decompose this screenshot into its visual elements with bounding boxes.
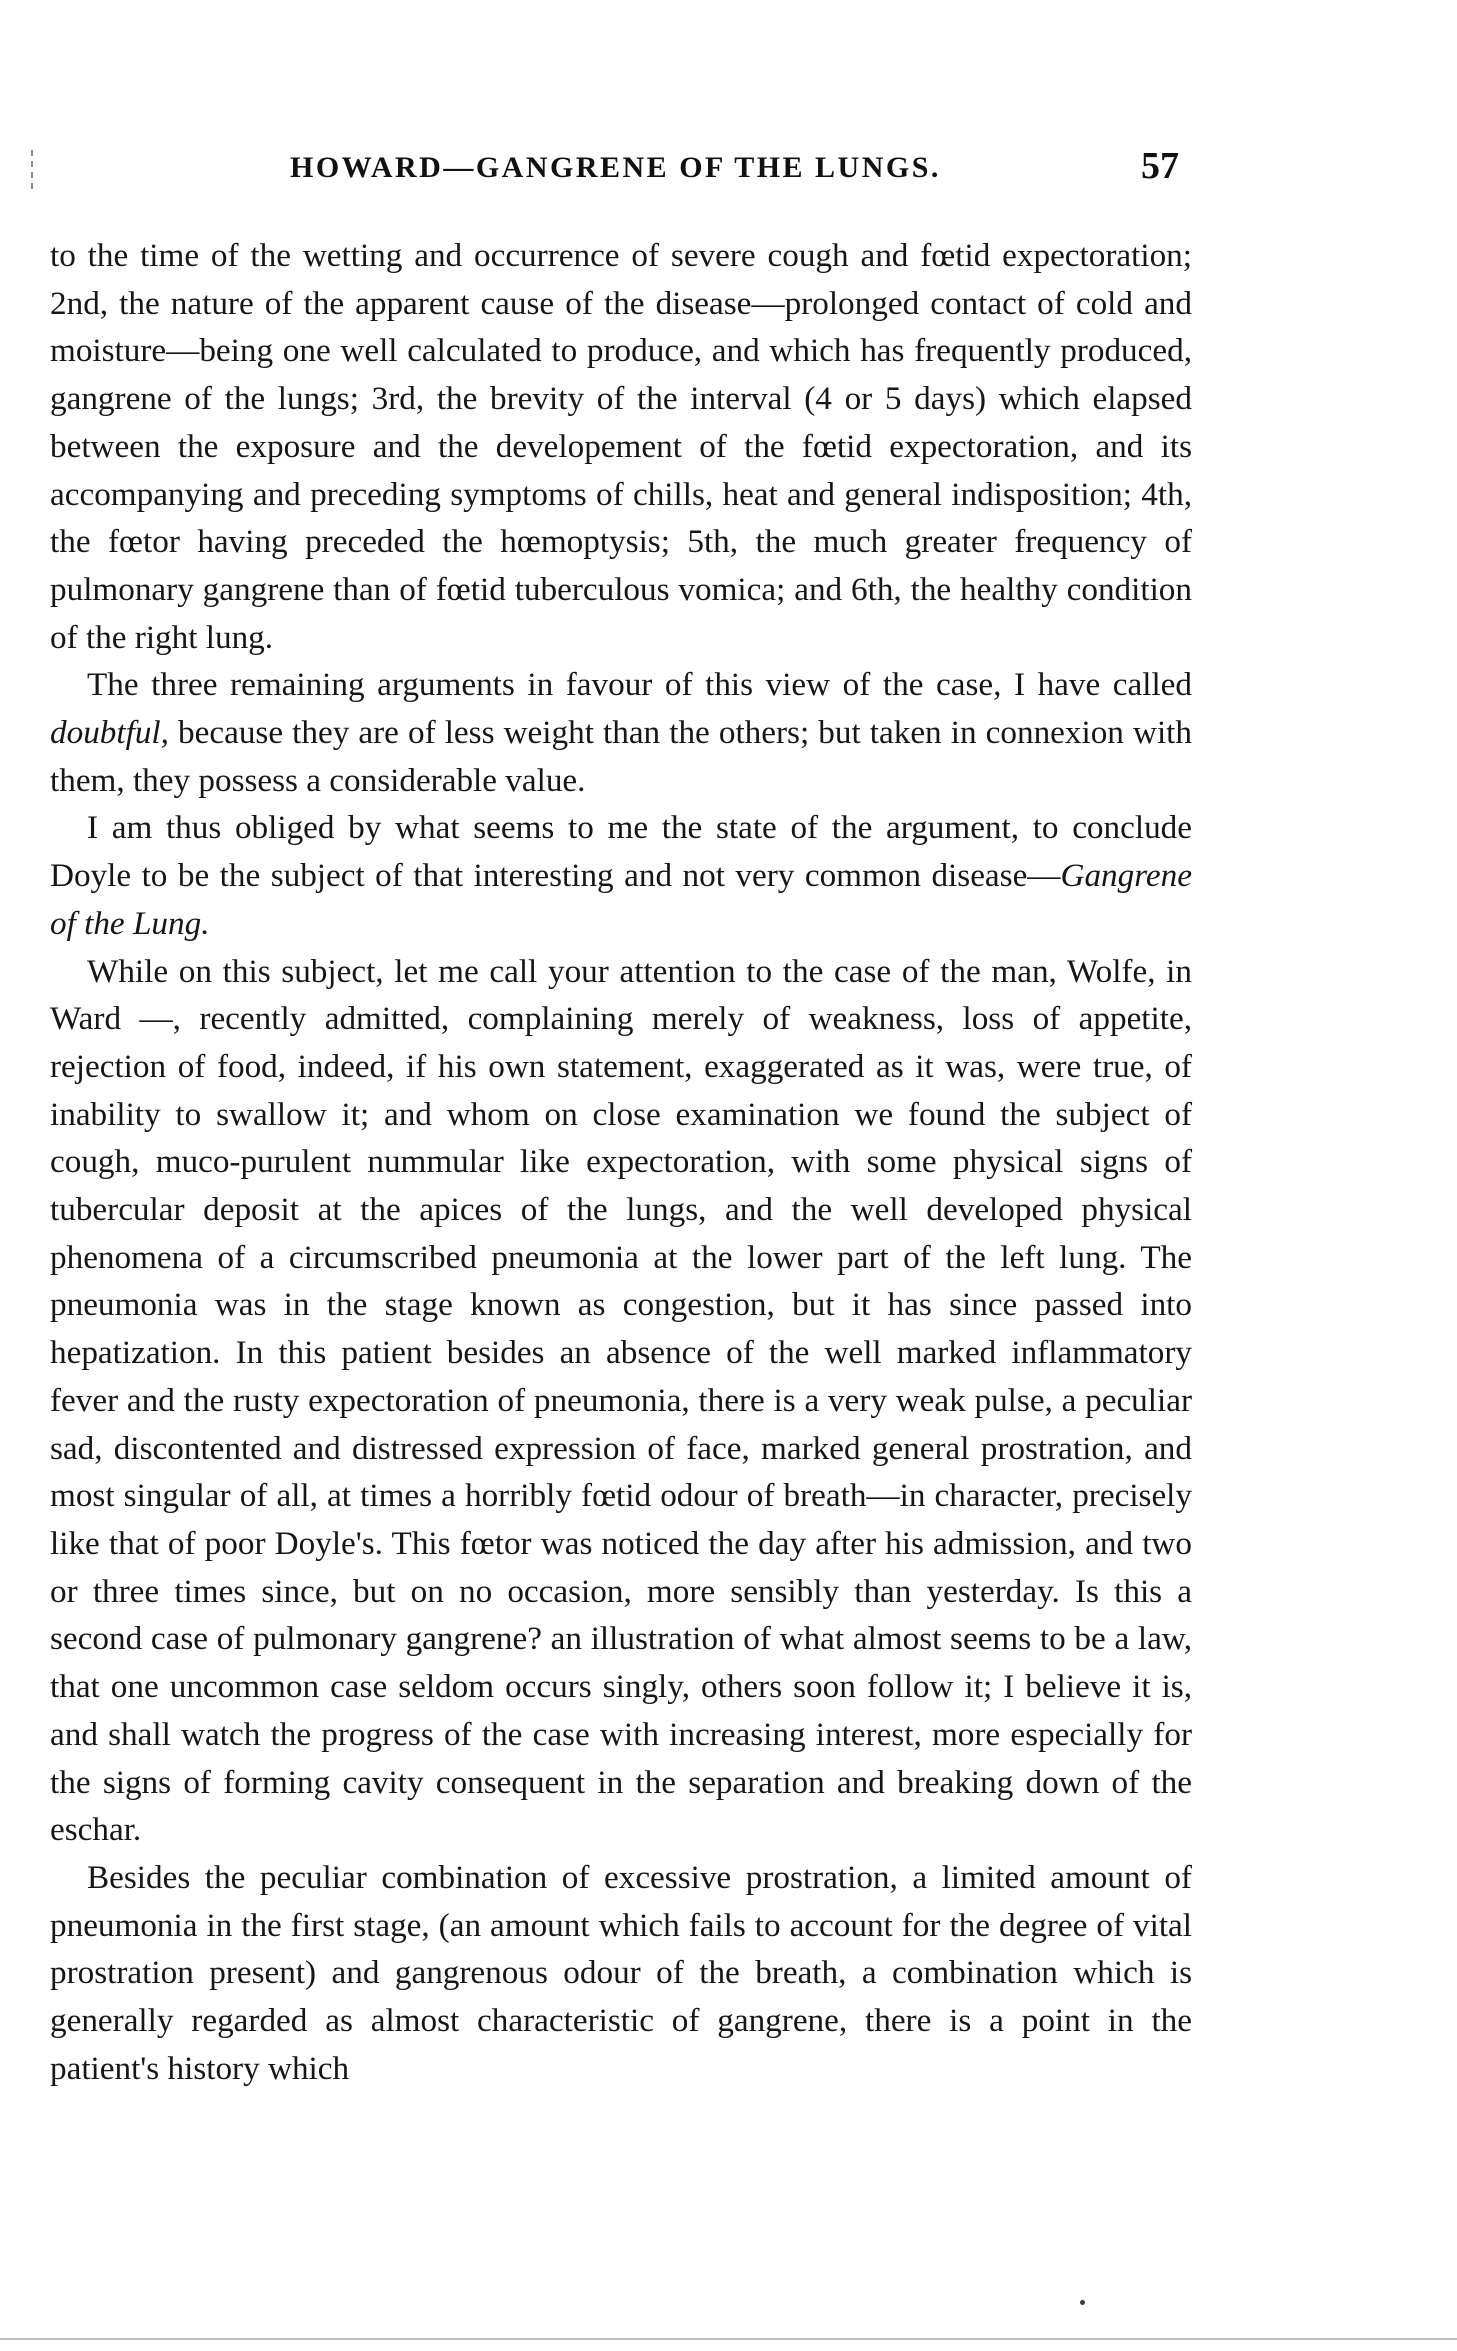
italic-gangrene-of-the-lung: Gangrene of the Lung. (50, 857, 1192, 942)
paragraph-combination: Besides the peculiar combination of excessive prostration, a limited amount of pneumonia in the first stage, (an amount which fails to account for the degree of vital prostration present) and gangrenous odour of the breath, a combination which is generally regarded as almost characteristic of gangrene, there is a point in the patient's history which (50, 1858, 1192, 2087)
margin-scan-mark (31, 150, 33, 192)
paragraph-doubtful-arguments (50, 661, 1192, 804)
italic-doubtful: doubtful, (50, 714, 169, 752)
paragraph-text: The three remaining arguments in favour of this view of the case, I have called (87, 666, 1192, 704)
paragraph-text: I am thus obliged by what seems to me the state of the argument, to conclude Doyle to be the subject of that interesting and not very common disease— (50, 809, 1192, 895)
paragraph-conclusion (50, 804, 1192, 947)
ink-speck (1080, 2300, 1085, 2305)
paragraph-text: because they are of less weight than the others; but taken in connexion with them, they possess a considerable value. (50, 714, 1192, 799)
body-text (50, 232, 1192, 2092)
paragraph-continued: to the time of the wetting and occurrence of severe cough and fœtid expectoration; 2nd, the nature of the apparent cause of the disease—prolonged contact of cold and moisture—being one well calculated to produce, and which has frequently produced, gangrene of the lungs; 3rd, the brevity of the interval (4 or 5 days) which elapsed between the exposure and the developement of the fœtid expectoration, and its accompanying and preceding symptoms of chills, heat and general indisposition; 4th, the fœtor having preceded the hœmoptysis; 5th, the much greater frequency of pulmonary gangrene than of fœtid tuberculous vomica; and 6th, the healthy condition of the right lung. (50, 237, 1192, 656)
running-title: HOWARD—GANGRENE OF THE LUNGS. (290, 151, 941, 184)
paragraph-wolfe-case: While on this subject, let me call your attention to the case of the man, Wolfe, in Ward —, recently admitted, complaining merely of weakness, loss of appetite, rejection of food, indeed, if his own statement, exaggerated as it was, were true, of inability to swallow it; and whom on close examination we found the subject of cough, muco-purulent nummular like expectoration, with some physical signs of tubercular deposit at the apices of the lungs, and the well developed physical phenomena of a circumscribed pneumonia at the lower part of the left lung. The pneumonia was in the stage known as congestion, but it has since passed into hepatization. In this patient besides an absence of the well marked inflammatory fever and the rusty expectoration of pneumonia, there is a very weak pulse, a peculiar sad, discontented and distressed expression of face, marked general prostration, and most singular of all, at times a horribly fœtid odour of breath—in character, precisely like that of poor Doyle's. This fœtor was noticed the day after his admission, and two or three times since, but on no occasion, more sensibly than yesterday. Is this a second case of pulmonary gangrene? an illustration of what almost seems to be a law, that one uncommon case seldom occurs singly, others soon follow it; I believe it is, and shall watch the progress of the case with increasing interest, more especially for the signs of forming cavity consequent in the separation and breaking down of the eschar. (50, 952, 1192, 1849)
page-bottom-edge (0, 2338, 1457, 2340)
page-number: 57 (1141, 145, 1179, 187)
